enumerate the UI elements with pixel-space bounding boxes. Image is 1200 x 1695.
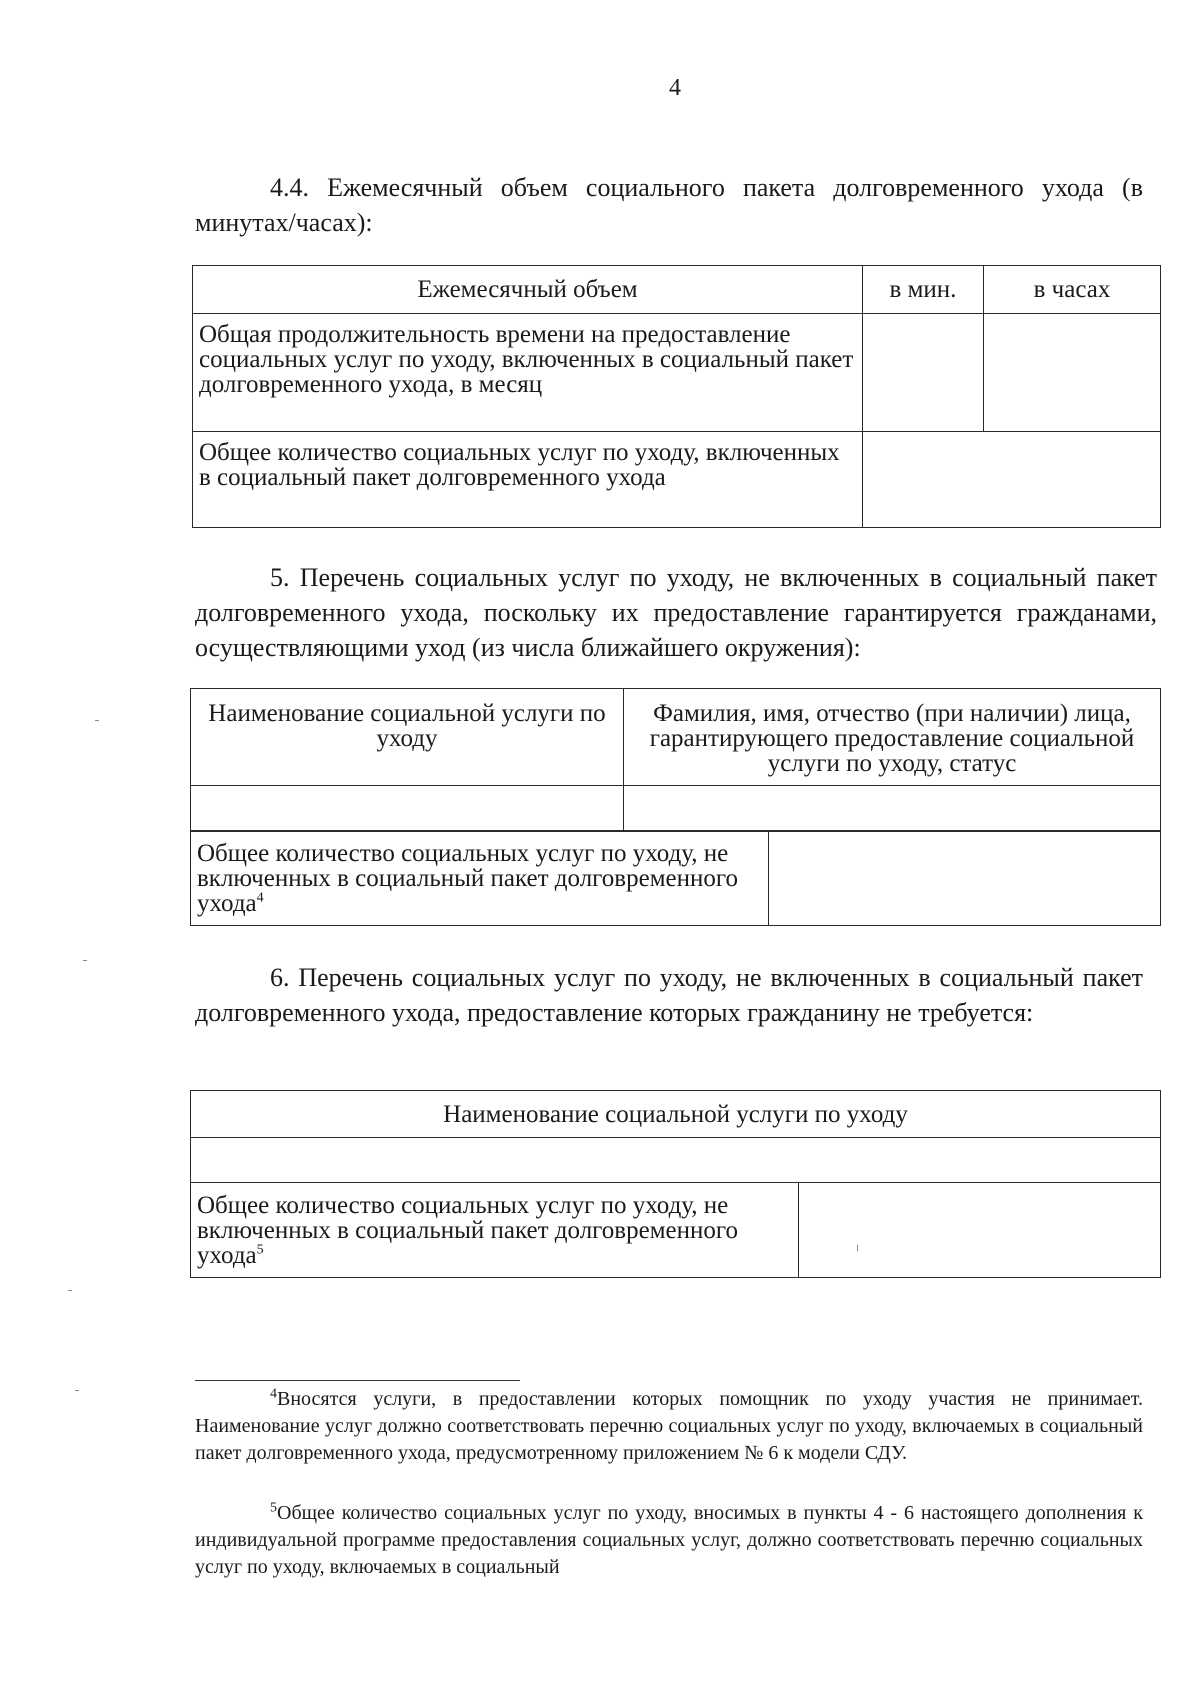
header-minutes: в мин. (863, 266, 984, 314)
footnote-5: $^5$Общее количество социальных услуг по уходу, вносимых в пункты 4 - 6 настоящего дополнения к индивидуальной программе предоставления социальных услуг, должно соответствовать перечню социальных услуг по уходу, включаемых в социальный (195, 1500, 1143, 1578)
cell-service-name-empty[interactable] (191, 786, 624, 832)
row-not-required-total-label: Общее количество социальных услуг по уходу, не включенных в социальный пакет долговременного ухода$^5$ (191, 1183, 799, 1278)
scan-speck (68, 1290, 72, 1291)
footnote-4: $^4$Вносятся услуги, в предоставлении которых помощник по уходу участия не принимает. Наименование услуг должно соответствовать перечню социальных услуг по уходу, включаемых в социальный пакет долговременного ухода, предусмотренному приложением № 6 к модели СДУ. (195, 1386, 1143, 1464)
monthly-volume-table (192, 265, 1161, 528)
scan-speck (95, 720, 99, 721)
header-not-required-service-name: Наименование социальной услуги по уходу (191, 1091, 1161, 1138)
header-service-name: Наименование социальной услуги по уходу (191, 689, 624, 786)
cell-total-count-value[interactable] (863, 432, 1161, 528)
section-6-text: 6. Перечень социальных услуг по уходу, не включенных в социальный пакет долговременного ухода, предоставление которых гражданину не требуется: (195, 963, 1143, 1027)
section-5-text: 5. Перечень социальных услуг по уходу, не включенных в социальный пакет долговременного ухода, поскольку их предоставление гарантируется гражданами, осуществляющими уход (из числа ближайшего окружения): (195, 563, 1157, 662)
cell-total-duration-minutes[interactable] (863, 314, 984, 432)
scan-speck (857, 1245, 858, 1251)
cell-total-duration-hours[interactable] (984, 314, 1161, 432)
header-hours: в часах (984, 266, 1161, 314)
cell-not-required-service-empty[interactable] (191, 1138, 1161, 1183)
section-4-4-text: 4.4. Ежемесячный объем социального пакета долговременного ухода (в минутах/часах): (195, 173, 1143, 237)
cell-not-required-total-value[interactable] (799, 1183, 1161, 1278)
scan-speck (83, 960, 87, 961)
footnote-separator (195, 1380, 520, 1381)
not-required-services-total-table (190, 1182, 1161, 1278)
not-required-services-table (190, 1090, 1161, 1183)
page-number: 4 (669, 75, 681, 101)
row-total-count-label: Общее количество социальных услуг по уходу, включенных в социальный пакет долговременного ухода (193, 432, 863, 528)
scan-speck (75, 1390, 79, 1391)
cell-caregiver-name-empty[interactable] (624, 786, 1161, 832)
header-caregiver-name: Фамилия, имя, отчество (при наличии) лица, гарантирующего предоставление социальной услуги по уходу, статус (624, 689, 1161, 786)
footnote-mark-4[interactable]: 4 (256, 890, 264, 906)
cell-caregiver-total-value[interactable] (769, 831, 1161, 926)
row-total-duration-label: Общая продолжительность времени на предоставление социальных услуг по уходу, включенных в социальный пакет долговременного ухода, в месяц (193, 314, 863, 432)
row-caregiver-total-label: Общее количество социальных услуг по уходу, не включенных в социальный пакет долговременного ухода$^4$ (191, 831, 769, 926)
header-monthly-volume: Ежемесячный объем (193, 266, 863, 314)
caregiver-services-total-table (190, 830, 1161, 926)
footnote-mark-5[interactable]: 5 (256, 1242, 264, 1258)
